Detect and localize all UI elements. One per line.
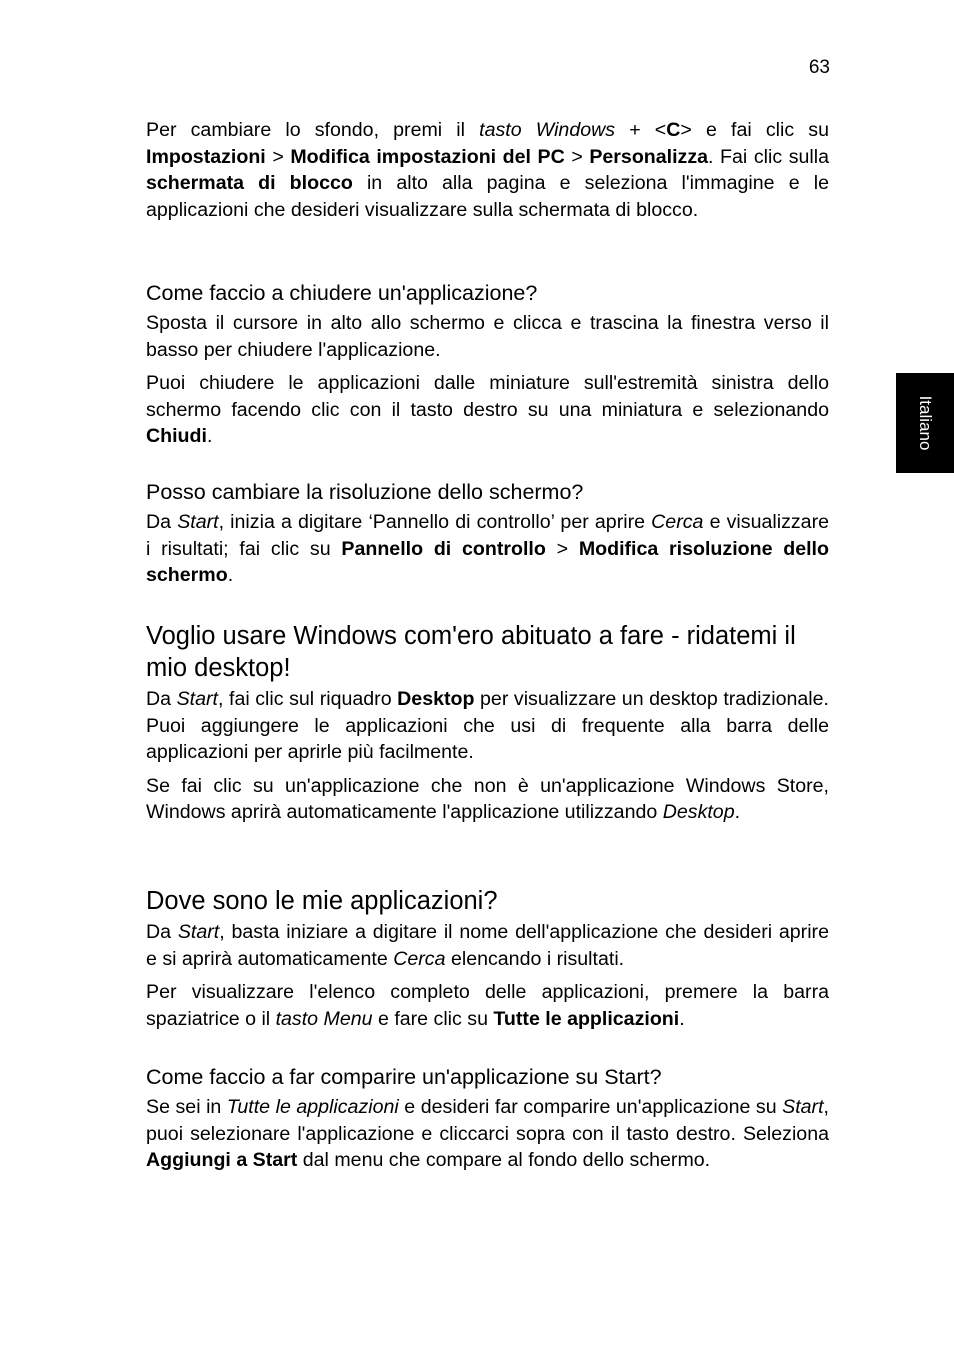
italic-term: tasto Windows [479, 119, 616, 141]
apps-heading: Dove sono le mie applicazioni? [146, 887, 498, 915]
text-run: . [227, 564, 234, 587]
pin-start-paragraph [146, 1094, 829, 1174]
text-run: > [564, 145, 590, 168]
text-run: e desideri far comparire un'applicazione su [398, 1096, 783, 1118]
text-run: , fai clic sul riquadro [218, 688, 398, 710]
text-run: , inizia a digitare ‘Pannello di controllo’ per aprire [218, 511, 652, 533]
text-run: Per visualizzare l'elenco completo delle applicazioni, premere la barra spaziatrice o il [146, 981, 829, 1030]
close-app-heading: Come faccio a chiudere un'applicazione? [146, 281, 538, 305]
text-run: Da [146, 921, 178, 943]
desktop-paragraph-1 [146, 686, 829, 766]
text-run: Da [146, 688, 177, 710]
bold-term: Personalizza [589, 145, 709, 168]
text-run: Se fai clic su un'applicazione che non è un'applicazione Windows Store, Windows aprirà automaticamente l'applicazione utilizzando [146, 774, 829, 824]
bold-term: Aggiungi a Start [146, 1149, 298, 1172]
text-run: Per cambiare lo sfondo, premi il [146, 119, 480, 141]
desktop-heading: Voglio usare Windows com'ero abituato a fare - ridatemi il mio desktop! [146, 622, 796, 682]
desktop-paragraph-2 [146, 773, 829, 826]
text-run: , puoi selezionare l'applicazione e cliccarci sopra con il tasto destro. Seleziona [146, 1096, 829, 1145]
bold-term: schermata di blocco [146, 172, 353, 195]
text-run: > [545, 537, 579, 560]
text-run: in alto alla pagina e seleziona l'immagine e le applicazioni che desideri visualizzare sulla schermata di blocco. [146, 172, 829, 221]
text-run: . [206, 425, 213, 448]
text-run: . Fai clic sulla [708, 145, 829, 168]
text-run: . [679, 1007, 685, 1030]
text-run: Puoi chiudere le applicazioni dalle miniature sull'estremità sinistra dello schermo facendo clic con il tasto destro su una miniatura e selezionando [146, 372, 829, 421]
text-run: > [265, 145, 291, 168]
text-run: , basta iniziare a digitare il nome dell'applicazione che desideri aprire e si aprirà automaticamente [146, 921, 829, 970]
bold-term: Pannello di controllo [341, 537, 546, 560]
intro-paragraph [146, 117, 829, 223]
side-tab-label: Italiano [916, 395, 935, 451]
text-run: Se sei in [146, 1096, 227, 1118]
text-run: Sposta il cursore in alto allo schermo e clicca e trascina la finestra verso il basso per chiudere l'applicazione. [146, 312, 829, 361]
apps-section [146, 885, 829, 1032]
resolution-section [146, 478, 829, 589]
resolution-paragraph [146, 509, 829, 589]
close-app-section [146, 279, 829, 450]
text-run: + < [615, 119, 667, 141]
bold-term: Chiudi [146, 425, 207, 448]
text-run: . [734, 801, 741, 824]
intro-section [146, 117, 829, 223]
text-run: per visualizzare un desktop tradizionale. Puoi aggiungere le applicazioni che usi di frequente alla barra delle applicazioni per aprirle più facilmente. [146, 688, 829, 764]
close-app-paragraph-2 [146, 370, 829, 450]
pin-start-section [146, 1063, 829, 1174]
italic-term: tasto Menu [275, 1007, 373, 1030]
resolution-heading: Posso cambiare la risoluzione dello schermo? [146, 480, 584, 504]
italic-term: Cerca [651, 511, 704, 533]
text-run: e visualizzare i risultati; fai clic su [146, 511, 829, 560]
text-run: elencando i risultati. [445, 947, 625, 970]
language-side-tab [896, 373, 954, 473]
italic-term: Start [176, 688, 218, 710]
bold-term: Impostazioni [146, 145, 266, 168]
bold-term: Modifica impostazioni del PC [290, 145, 565, 168]
apps-paragraph-2 [146, 979, 829, 1032]
italic-term: Start [177, 921, 220, 943]
italic-term: Start [177, 511, 219, 533]
bold-term: Desktop [397, 688, 475, 710]
bold-term: C [666, 119, 681, 141]
pin-start-heading: Come faccio a far comparire un'applicazione su Start? [146, 1065, 662, 1089]
text-run: Da [146, 511, 178, 533]
text-run: e fare clic su [372, 1007, 494, 1030]
close-app-paragraph-1 [146, 310, 829, 363]
text-run: dal menu che compare al fondo dello schermo. [297, 1149, 711, 1172]
text-run: > e fai clic su [680, 119, 829, 141]
bold-term: Modifica risoluzione dello schermo [146, 537, 829, 587]
page-number: 63 [808, 57, 830, 78]
desktop-section [146, 620, 829, 826]
italic-term: Desktop [662, 801, 735, 824]
italic-term: Tutte le applicazioni [226, 1096, 399, 1118]
italic-term: Start [782, 1096, 824, 1118]
bold-term: Tutte le applicazioni [493, 1007, 680, 1030]
italic-term: Cerca [393, 947, 446, 970]
apps-paragraph-1 [146, 919, 829, 972]
